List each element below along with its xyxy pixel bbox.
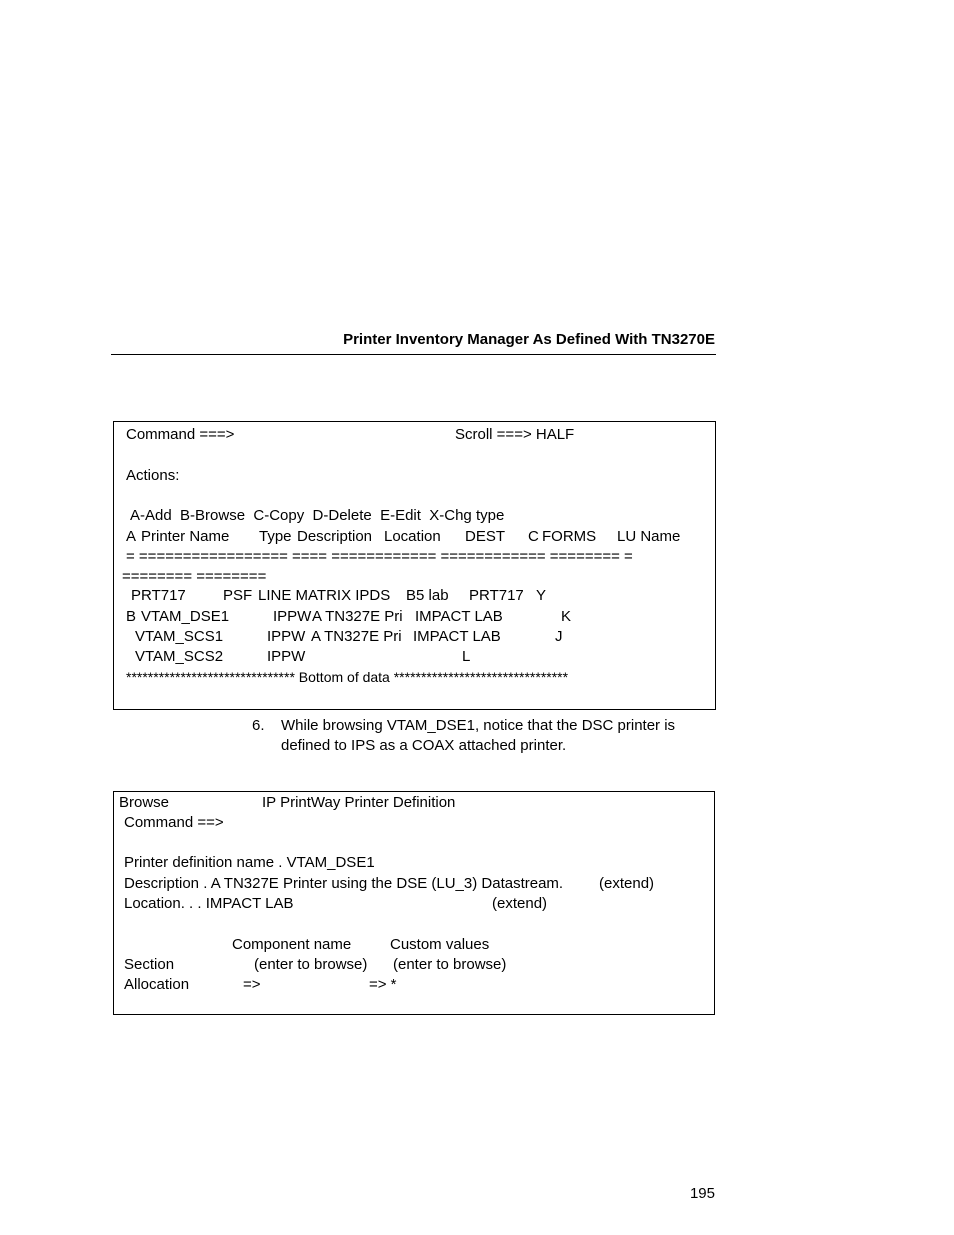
row-type: IPPW [267, 648, 306, 665]
custom-values-header: Custom values [390, 936, 490, 953]
row-printer-name: VTAM_SCS2 [135, 648, 224, 665]
printer-list-screen [113, 421, 716, 710]
row-printer-name: PRT717 [131, 587, 186, 604]
section-component-browse[interactable]: (enter to browse) [254, 956, 368, 973]
scroll-label: Scroll ===> HALF [455, 426, 575, 443]
row-printer-name: VTAM_SCS1 [135, 628, 224, 645]
printer-definition-name: Printer definition name . VTAM_DSE1 [124, 854, 375, 871]
step-number: 6. [252, 717, 265, 734]
row-c: J [555, 628, 563, 645]
description-field: Description . A TN327E Printer using the DSE (LU_3) Datastream. [124, 875, 564, 892]
col-a: A [126, 528, 137, 545]
col-location: Location [384, 528, 441, 545]
component-name-header: Component name [232, 936, 352, 953]
actions-label: Actions: [126, 467, 180, 484]
header-rule [111, 354, 716, 355]
row-c: K [561, 608, 572, 625]
separator-2: ======== ======== [122, 568, 267, 585]
row-a: B [126, 608, 137, 625]
row-dest: PRT717 [469, 587, 524, 604]
section-custom-browse[interactable]: (enter to browse) [393, 956, 507, 973]
col-description: Description [297, 528, 373, 545]
step-text: While browsing VTAM_DSE1, notice that the DSC printer is defined to IPS as a COAX attached printer. [281, 717, 676, 754]
allocation-label: Allocation [124, 976, 190, 993]
row-type: IPPW [267, 628, 306, 645]
printer-definition-screen [113, 791, 715, 1015]
row-type: IPPW [273, 608, 312, 625]
row-c: Y [536, 587, 547, 604]
description-extend[interactable]: (extend) [599, 875, 655, 892]
panel-title: IP PrintWay Printer Definition [262, 794, 456, 811]
row-description: A TN327E Pri [311, 628, 402, 645]
location-extend[interactable]: (extend) [492, 895, 548, 912]
actions-list: A-Add B-Browse C-Copy D-Delete E-Edit X-Chg type [130, 507, 505, 524]
col-type: Type [259, 528, 292, 545]
row-location: IMPACT LAB [413, 628, 501, 645]
col-forms: FORMS [542, 528, 597, 545]
row-location: IMPACT LAB [415, 608, 503, 625]
row-type: PSF [223, 587, 253, 604]
page-header-title: Printer Inventory Manager As Defined With TN3270E [343, 331, 715, 348]
col-lu-name: LU Name [617, 528, 681, 545]
bottom-of-data: ******************************* Bottom of data ******************************** [126, 669, 569, 685]
row-printer-name: VTAM_DSE1 [141, 608, 230, 625]
row-location: B5 lab [406, 587, 449, 604]
browse-mode-label: Browse [119, 794, 170, 811]
separator-1: = ================= ==== ============ ============ ======== = [126, 548, 633, 565]
section-label: Section [124, 956, 175, 973]
allocation-custom[interactable]: => * [369, 976, 397, 993]
location-field: Location. . . IMPACT LAB [124, 895, 294, 912]
page-number: 195 [689, 1185, 715, 1202]
command-label: Command ==> [124, 814, 224, 831]
col-printer-name: Printer Name [141, 528, 230, 545]
col-dest: DEST [465, 528, 506, 545]
col-c: C [528, 528, 539, 545]
allocation-component[interactable]: => [243, 976, 261, 993]
row-description: A TN327E Pri [312, 608, 403, 625]
row-c: L [462, 648, 471, 665]
row-description: LINE MATRIX IPDS [258, 587, 391, 604]
command-label: Command ===> [126, 426, 235, 443]
